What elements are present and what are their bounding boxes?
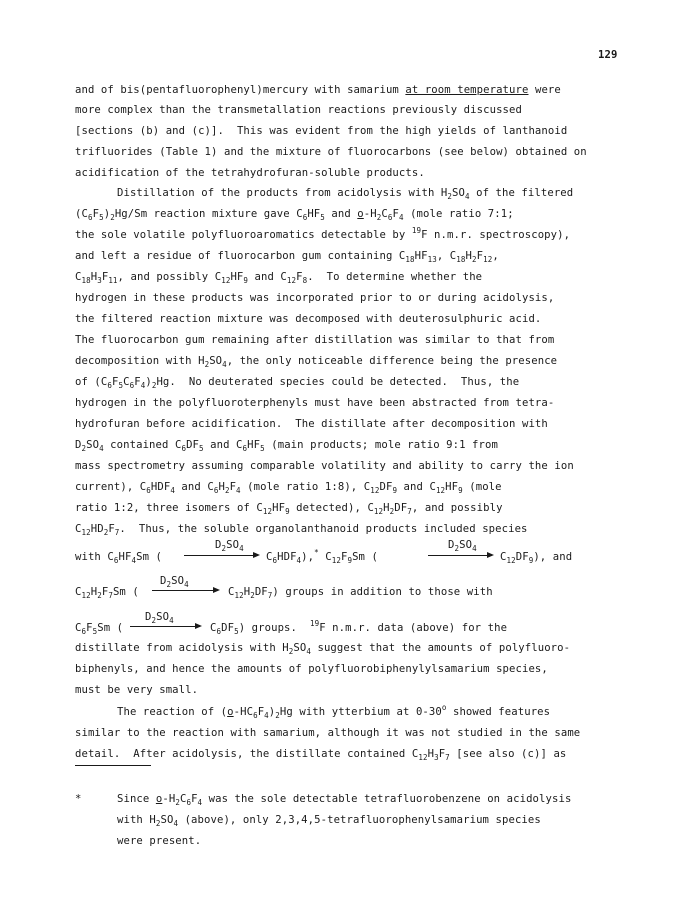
page-number: 129 bbox=[598, 49, 618, 61]
reaction-line-2a: $C_{12}H_2F_7Sm$ ( bbox=[75, 586, 139, 600]
text-line-19: mass spectrometry assuming comparable volatility and ability to carry the ion bbox=[75, 460, 574, 472]
text-line-23: distillate from acidolysis with $H_2SO_4$ suggest that the amounts of polyfluoro- bbox=[75, 642, 571, 656]
text-line-15: of $(C_6F_5C_6F_4)_2Hg$. No deuterated species could be detected. Thus, the bbox=[75, 376, 520, 390]
text-line-20: current), $C_6HDF_4$ and $C_6H_2F_4$ (mole ratio 1:8), $C_{12}DF_9$ and $C_{12}HF_9$ (mole bbox=[75, 481, 502, 495]
text-line-01: and of bis(pentafluorophenyl)mercury with samarium at room temperature were bbox=[75, 84, 561, 96]
reaction-arrow-2 bbox=[428, 555, 492, 556]
reaction-arrow-1 bbox=[184, 555, 258, 556]
text-line-10: $C_{18}H_3F_{11}$, and possibly $C_{12}HF_9$ and $C_{12}F_8$. To determine whether the bbox=[75, 271, 483, 285]
text-line-04: trifluorides (Table 1) and the mixture of fluorocarbons (see below) obtained on bbox=[75, 146, 587, 158]
text-line-27: similar to the reaction with samarium, although it was not studied in the same bbox=[75, 727, 581, 739]
text-line-11: hydrogen in these products was incorporated prior to or during acidolysis, bbox=[75, 292, 555, 304]
text-line-05: acidification of the tetrahydrofuran-soluble products. bbox=[75, 167, 425, 179]
text-line-18: $D_2SO_4$ contained $C_6DF_5$ and $C_6HF_5$ (main products; mole ratio 9:1 from bbox=[75, 439, 498, 453]
text-line-22: $C_{12}HD_2F_7$. Thus, the soluble organolanthanoid products included species bbox=[75, 523, 528, 537]
text-line-07: $(C_6F_5)_2Hg/Sm$ reaction mixture gave $C_6HF_5$ and $o-H_2C_6F_4$ (mole ratio 7:1; bbox=[75, 208, 514, 222]
reagent-label-1: $D_2SO_4$ bbox=[215, 539, 244, 553]
text-line-12: the filtered reaction mixture was decomposed with deuterosulphuric acid. bbox=[75, 313, 542, 325]
reaction-line-3b: $C_6DF_5$) groups. $^{19}$F n.m.r. data (above) for the bbox=[210, 619, 508, 636]
footnote-marker: * bbox=[75, 793, 82, 805]
text-line-09: and left a residue of fluorocarbon gum containing $C_{18}HF_{13}$, $C_{18}H_2F_{12}$, bbox=[75, 250, 499, 264]
text-line-21: ratio 1:2, three isomers of $C_{12}HF_9$ detected), $C_{12}H_2DF_7$, and possibly bbox=[75, 502, 503, 516]
reaction-line-1b: $C_6HDF_4),^*$ $C_{12}F_9Sm$ ( bbox=[266, 548, 378, 565]
text-line-13: The fluorocarbon gum remaining after distillation was similar to that from bbox=[75, 334, 555, 346]
text-line-06: Distillation of the products from acidolysis with $H_2SO_4$ of the filtered bbox=[117, 187, 574, 201]
reagent-label-2: $D_2SO_4$ bbox=[448, 539, 477, 553]
reaction-line-3a: $C_6F_5Sm$ ( bbox=[75, 622, 124, 636]
footnote-line-1: Since $o-H_2C_6F_4$ was the sole detectable tetrafluorobenzene on acidolysis bbox=[117, 793, 572, 807]
text-line-26: The reaction of $(o-HC_6F_4)_2Hg$ with ytterbium at 0-30$^o$ showed features bbox=[117, 703, 551, 720]
reaction-arrow-4 bbox=[130, 626, 200, 627]
text-line-28: detail. After acidolysis, the distillate contained $C_{12}H_3F_7$ [see also (c)] as bbox=[75, 748, 567, 762]
reaction-arrow-3 bbox=[152, 590, 218, 591]
reaction-line-1c: $C_{12}DF_9$), and bbox=[500, 551, 573, 565]
reaction-line-2b: $C_{12}H_2DF_7$) groups in addition to those with bbox=[228, 586, 493, 600]
footnote-line-3: were present. bbox=[117, 835, 202, 847]
text-line-25: must be very small. bbox=[75, 684, 199, 696]
footnote-rule bbox=[75, 765, 151, 766]
text-line-03: [sections (b) and (c)]. This was evident from the high yields of lanthanoid bbox=[75, 125, 568, 137]
text-line-02: more complex than the transmetallation reactions previously discussed bbox=[75, 104, 522, 116]
footnote-line-2: with $H_2SO_4$ (above), only 2,3,4,5-tetrafluorophenylsamarium species bbox=[117, 814, 541, 828]
text-line-24: biphenyls, and hence the amounts of polyfluorobiphenylylsamarium species, bbox=[75, 663, 548, 675]
text-line-16: hydrogen in the polyfluoroterphenyls must have been abstracted from tetra- bbox=[75, 397, 555, 409]
reagent-label-3: $D_2SO_4$ bbox=[160, 575, 189, 589]
reaction-line-1a: with $C_6HF_4Sm$ ( bbox=[75, 551, 163, 565]
text-line-17: hydrofuran before acidification. The distillate after decomposition with bbox=[75, 418, 548, 430]
text-line-08: the sole volatile polyfluoroaromatics detectable by $^{19}$F n.m.r. spectroscopy), bbox=[75, 226, 571, 241]
reagent-label-4: $D_2SO_4$ bbox=[145, 611, 174, 625]
text-line-14: decomposition with $H_2SO_4$, the only noticeable difference being the presence bbox=[75, 355, 558, 369]
